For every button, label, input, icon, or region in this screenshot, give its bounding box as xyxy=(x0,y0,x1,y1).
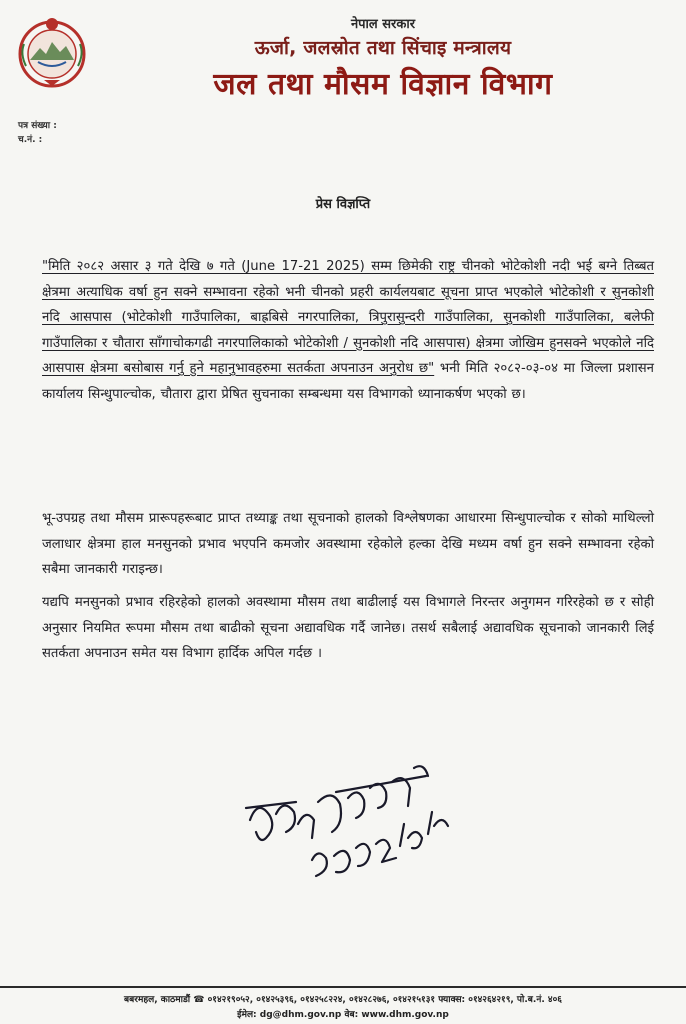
footer-address: बबरमहल, काठमाडौं ☎ ०१४२१९०५२, ०१४२५३९६, ०१४२५८२२४, ०१४२८२७६, ०१४२१५१३१ फ्याक्स: ०१४२६४२१९, पो.ब.नं. ४०६ xyxy=(124,995,562,1005)
government-name: नेपाल सरकार xyxy=(350,17,416,32)
department-name: जल तथा मौसम विज्ञान विभाग xyxy=(213,67,553,102)
letter-number-label: पत्र संख्या : xyxy=(18,121,57,131)
footer-divider xyxy=(0,986,686,988)
paragraph-2: भू-उपग्रह तथा मौसम प्रारूपहरूबाट प्राप्त तथ्याङ्क तथा सूचनाको हालको विश्लेषणका आधारमा सिन्धुपाल्चोक र सोको माथिल्लो जलाधार क्षेत्रमा हाल मनसुनको प्रभाव भएपनि कमजोर अवस्थामा रहेकोले हल्का देखि मध्यम वर्षा हुन सक्ने सम्भावना रहेको सबैमा जानकारी गराइन्छ। xyxy=(42,511,654,577)
paragraph-1-rest: भनी मिति २०८२-०३-०४ मा जिल्ला प्रशासन कार्यालय सिन्धुपाल्चोक, चौतारा द्वारा प्रेषित सुचनाका सम्बन्धमा यस विभागको ध्यानाकर्षण भएको छ। xyxy=(42,361,654,402)
paragraph-1-quoted-notice: "मिति २०८२ असार ३ गते देखि ७ गते (June 17-21 2025) सम्म छिमेकी राष्ट्र चीनको भोटेकोशी नदी भई बग्ने तिब्बत क्षेत्रमा अत्याधिक वर्षा हुन सक्ने सम्भावना रहेको भनी चीनको प्रहरी कार्यलयबाट सूचना प्राप्त भएकोले भोटेकोशी र सुनकोशी नदि आसपास (भोटेकोशी गाउँपालिका, बाह्रबिसे नगरपालिका, त्रिपुरासुन्दरी गाउँपालिका, सुनकोशी गाउँपालिका, बलेफी गाउँपालिका र चौतारा साँगाचोकगढी नगरपालिकाको भोटेकोशी / सुनकोशी नदि आसपास) क्षेत्रमा जोखिम हुनसक्ने भएकोले नदि आसपास क्षेत्रमा बसोबास गर्नु हुने महानुभावहरुमा सतर्कता अपनाउन अनुरोध छ" xyxy=(42,259,654,376)
paragraph-3: यद्यपि मनसुनको प्रभाव रहिरहेको हालको अवस्थामा मौसम तथा बाढीलाई यस विभागले निरन्तर अनुगमन गरिरहेको छ र सोही अनुसार नियमित रूपमा मौसम तथा बाढीको सूचना अद्यावधिक गर्दै जानेछ। तसर्थ सबैलाई अद्यावधिक सूचनाको जानकारी लिई सतर्कता अपनाउन समेत यस विभाग हार्दिक अपिल गर्दछ । xyxy=(42,595,654,661)
footer-contact: ईमेल: dg@dhm.gov.np वेब: www.dhm.gov.np xyxy=(237,1010,449,1020)
paragraph-1 xyxy=(42,254,654,407)
handwritten-signature xyxy=(236,728,456,898)
ministry-name: ऊर्जा, जलस्रोत तथा सिंचाइ मन्त्रालय xyxy=(254,37,512,59)
document-title: प्रेस विज्ञप्ति xyxy=(315,197,371,212)
dispatch-number-label: च.नं. : xyxy=(18,135,43,145)
